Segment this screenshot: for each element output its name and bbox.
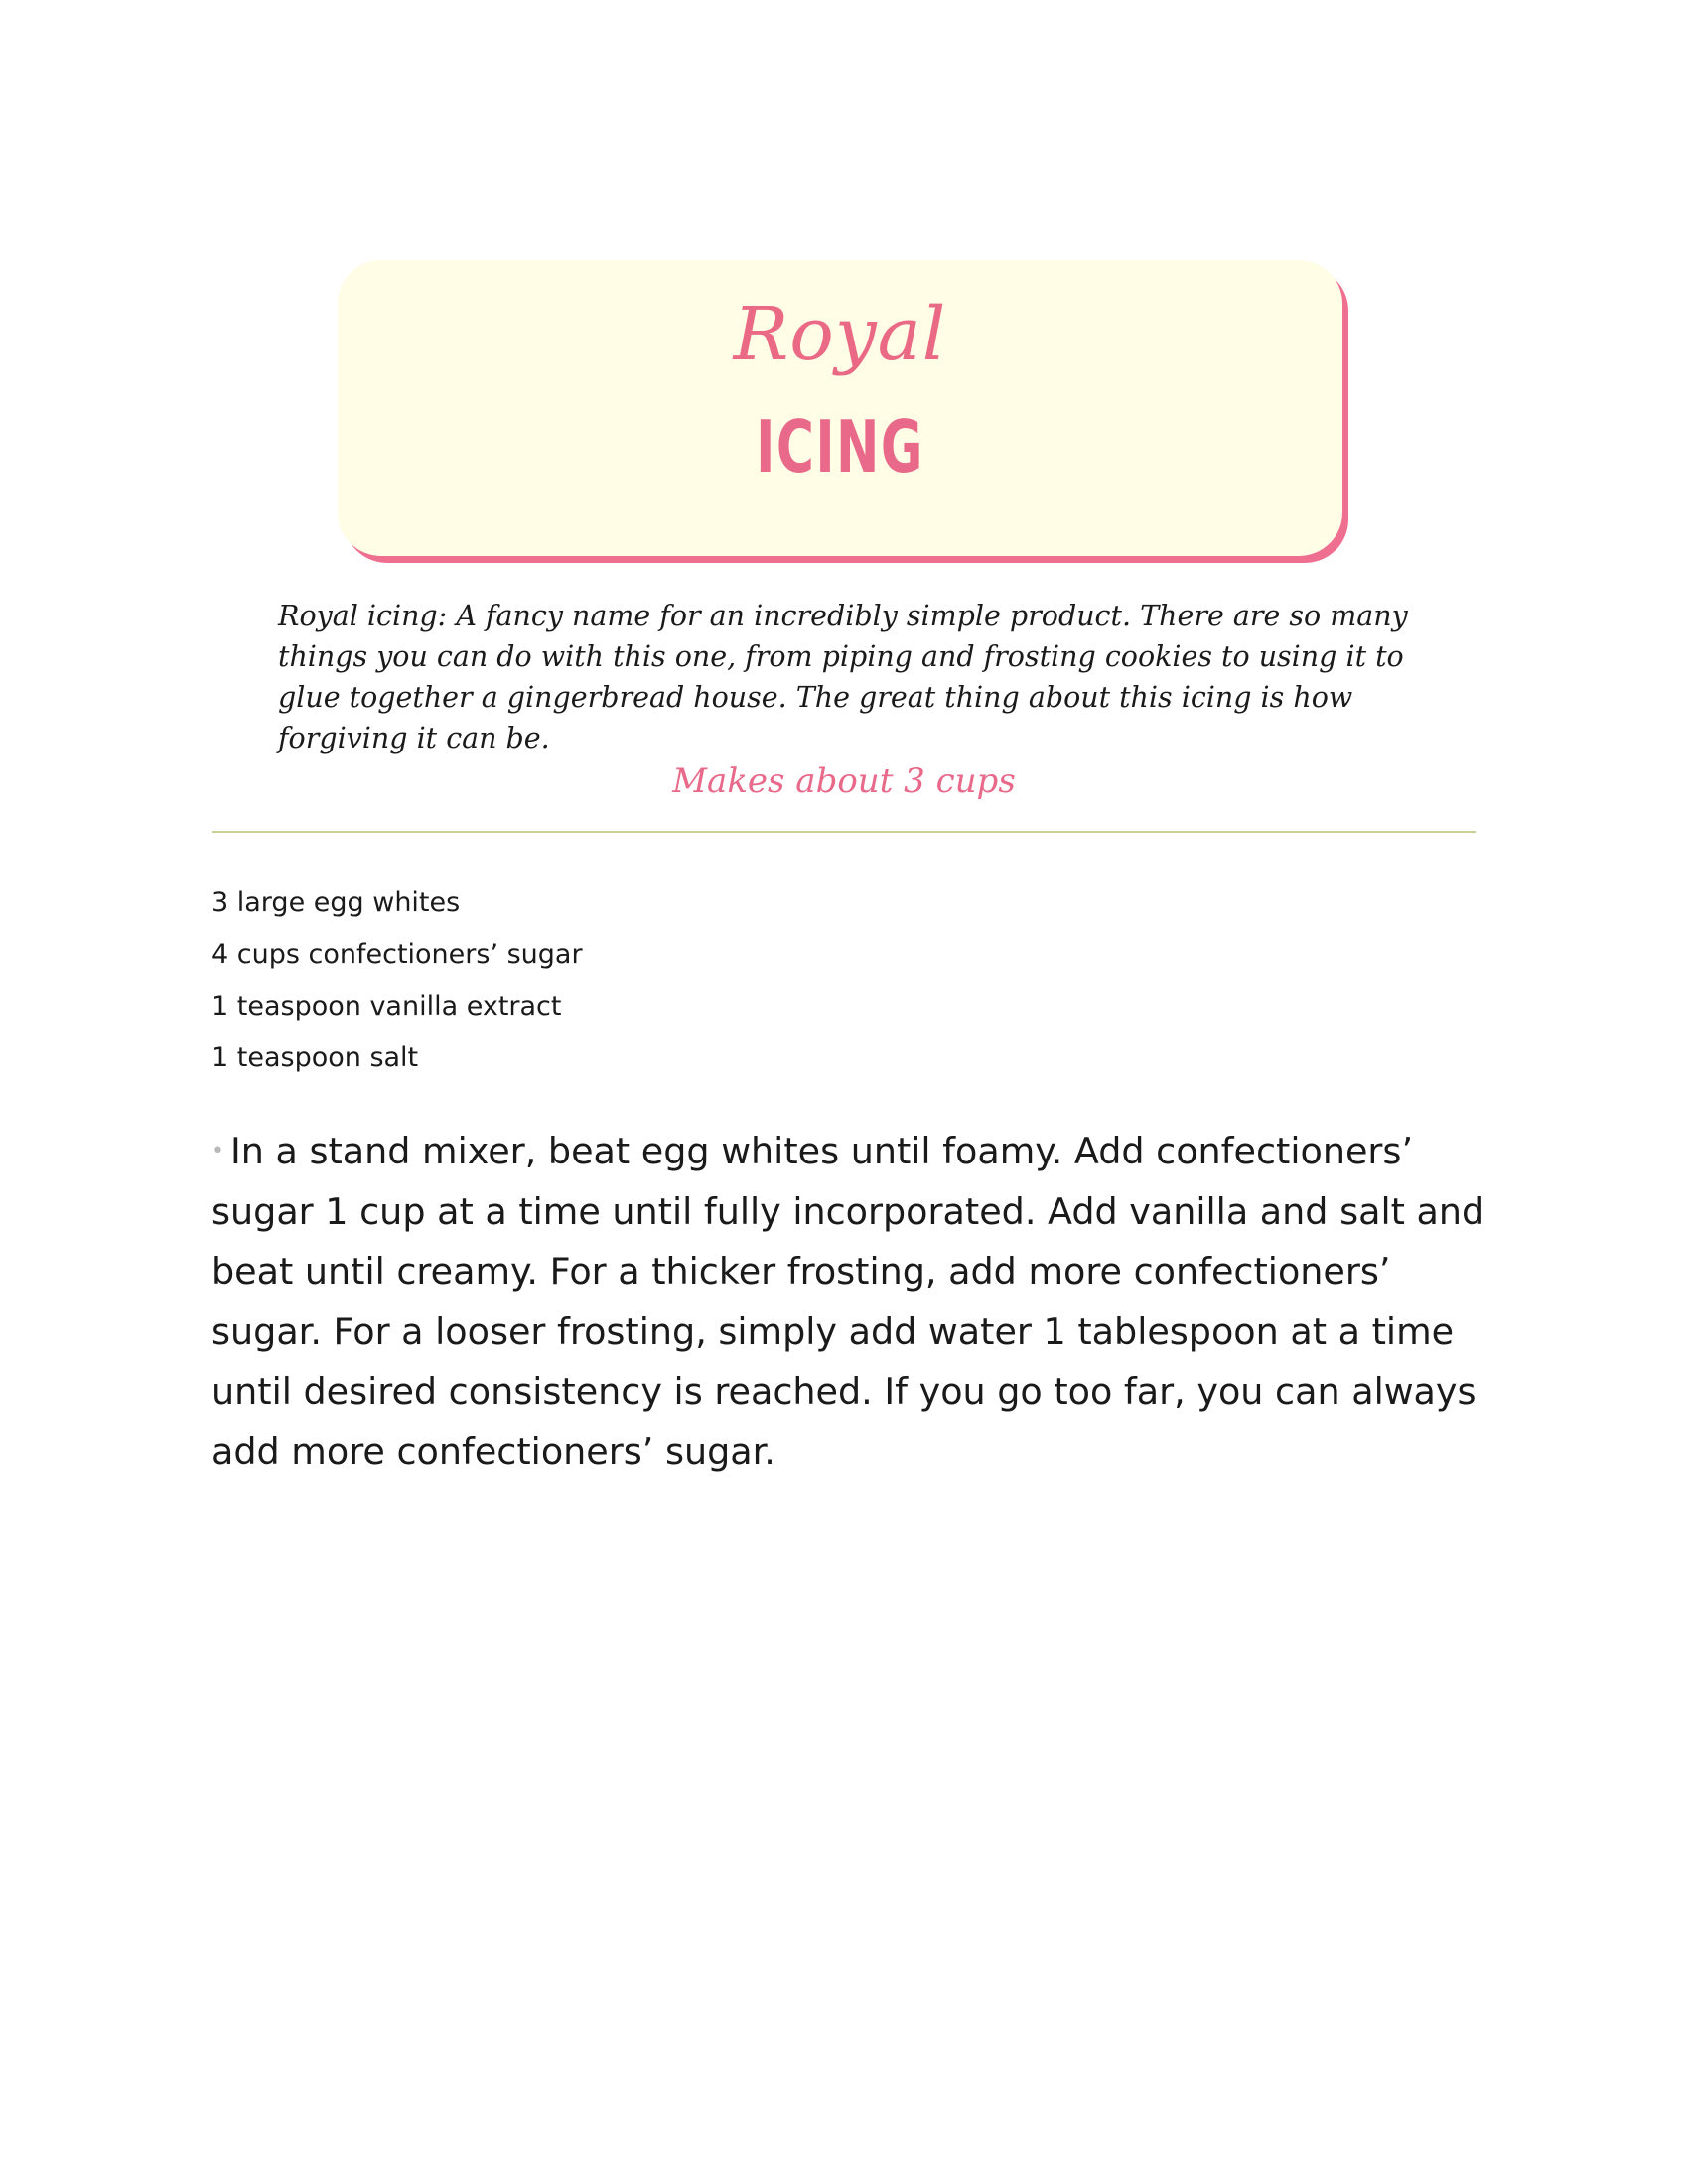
method-text: In a stand mixer, beat egg whites until foamy. Add confectioners’ sugar 1 cup at a time until fully incorporated. Add vanilla and salt and beat until creamy. For a thicker frosting, add more confectioners’ sugar. For a looser frosting, simply add water 1 tablespoon at a time until desired consistency is reached. If you go too far, you can always add more confectioners’ sugar.	[211, 1130, 1485, 1473]
recipe-yield: Makes about 3 cups	[672, 761, 1016, 801]
method-paragraph	[211, 1122, 1492, 1482]
ingredient-item: 1 teaspoon salt	[211, 1042, 419, 1073]
recipe-intro: Royal icing: A fancy name for an incredibly simple product. There are so many things you can do with this one, from piping and frosting cookies to using it to glue together a gingerbread house. The great thing about this icing is how forgiving it can be.	[278, 600, 1408, 754]
title-card	[338, 260, 1342, 556]
ingredient-item: 4 cups confectioners’ sugar	[211, 939, 583, 970]
ingredient-item: 1 teaspoon vanilla extract	[211, 991, 562, 1022]
title-script-word: Royal	[733, 292, 947, 377]
title-block-word: ICING	[756, 405, 924, 488]
section-divider	[212, 831, 1476, 833]
ingredient-list	[211, 878, 583, 1084]
ingredient-item: 3 large egg whites	[211, 887, 461, 918]
bullet-icon: •	[211, 1139, 224, 1163]
